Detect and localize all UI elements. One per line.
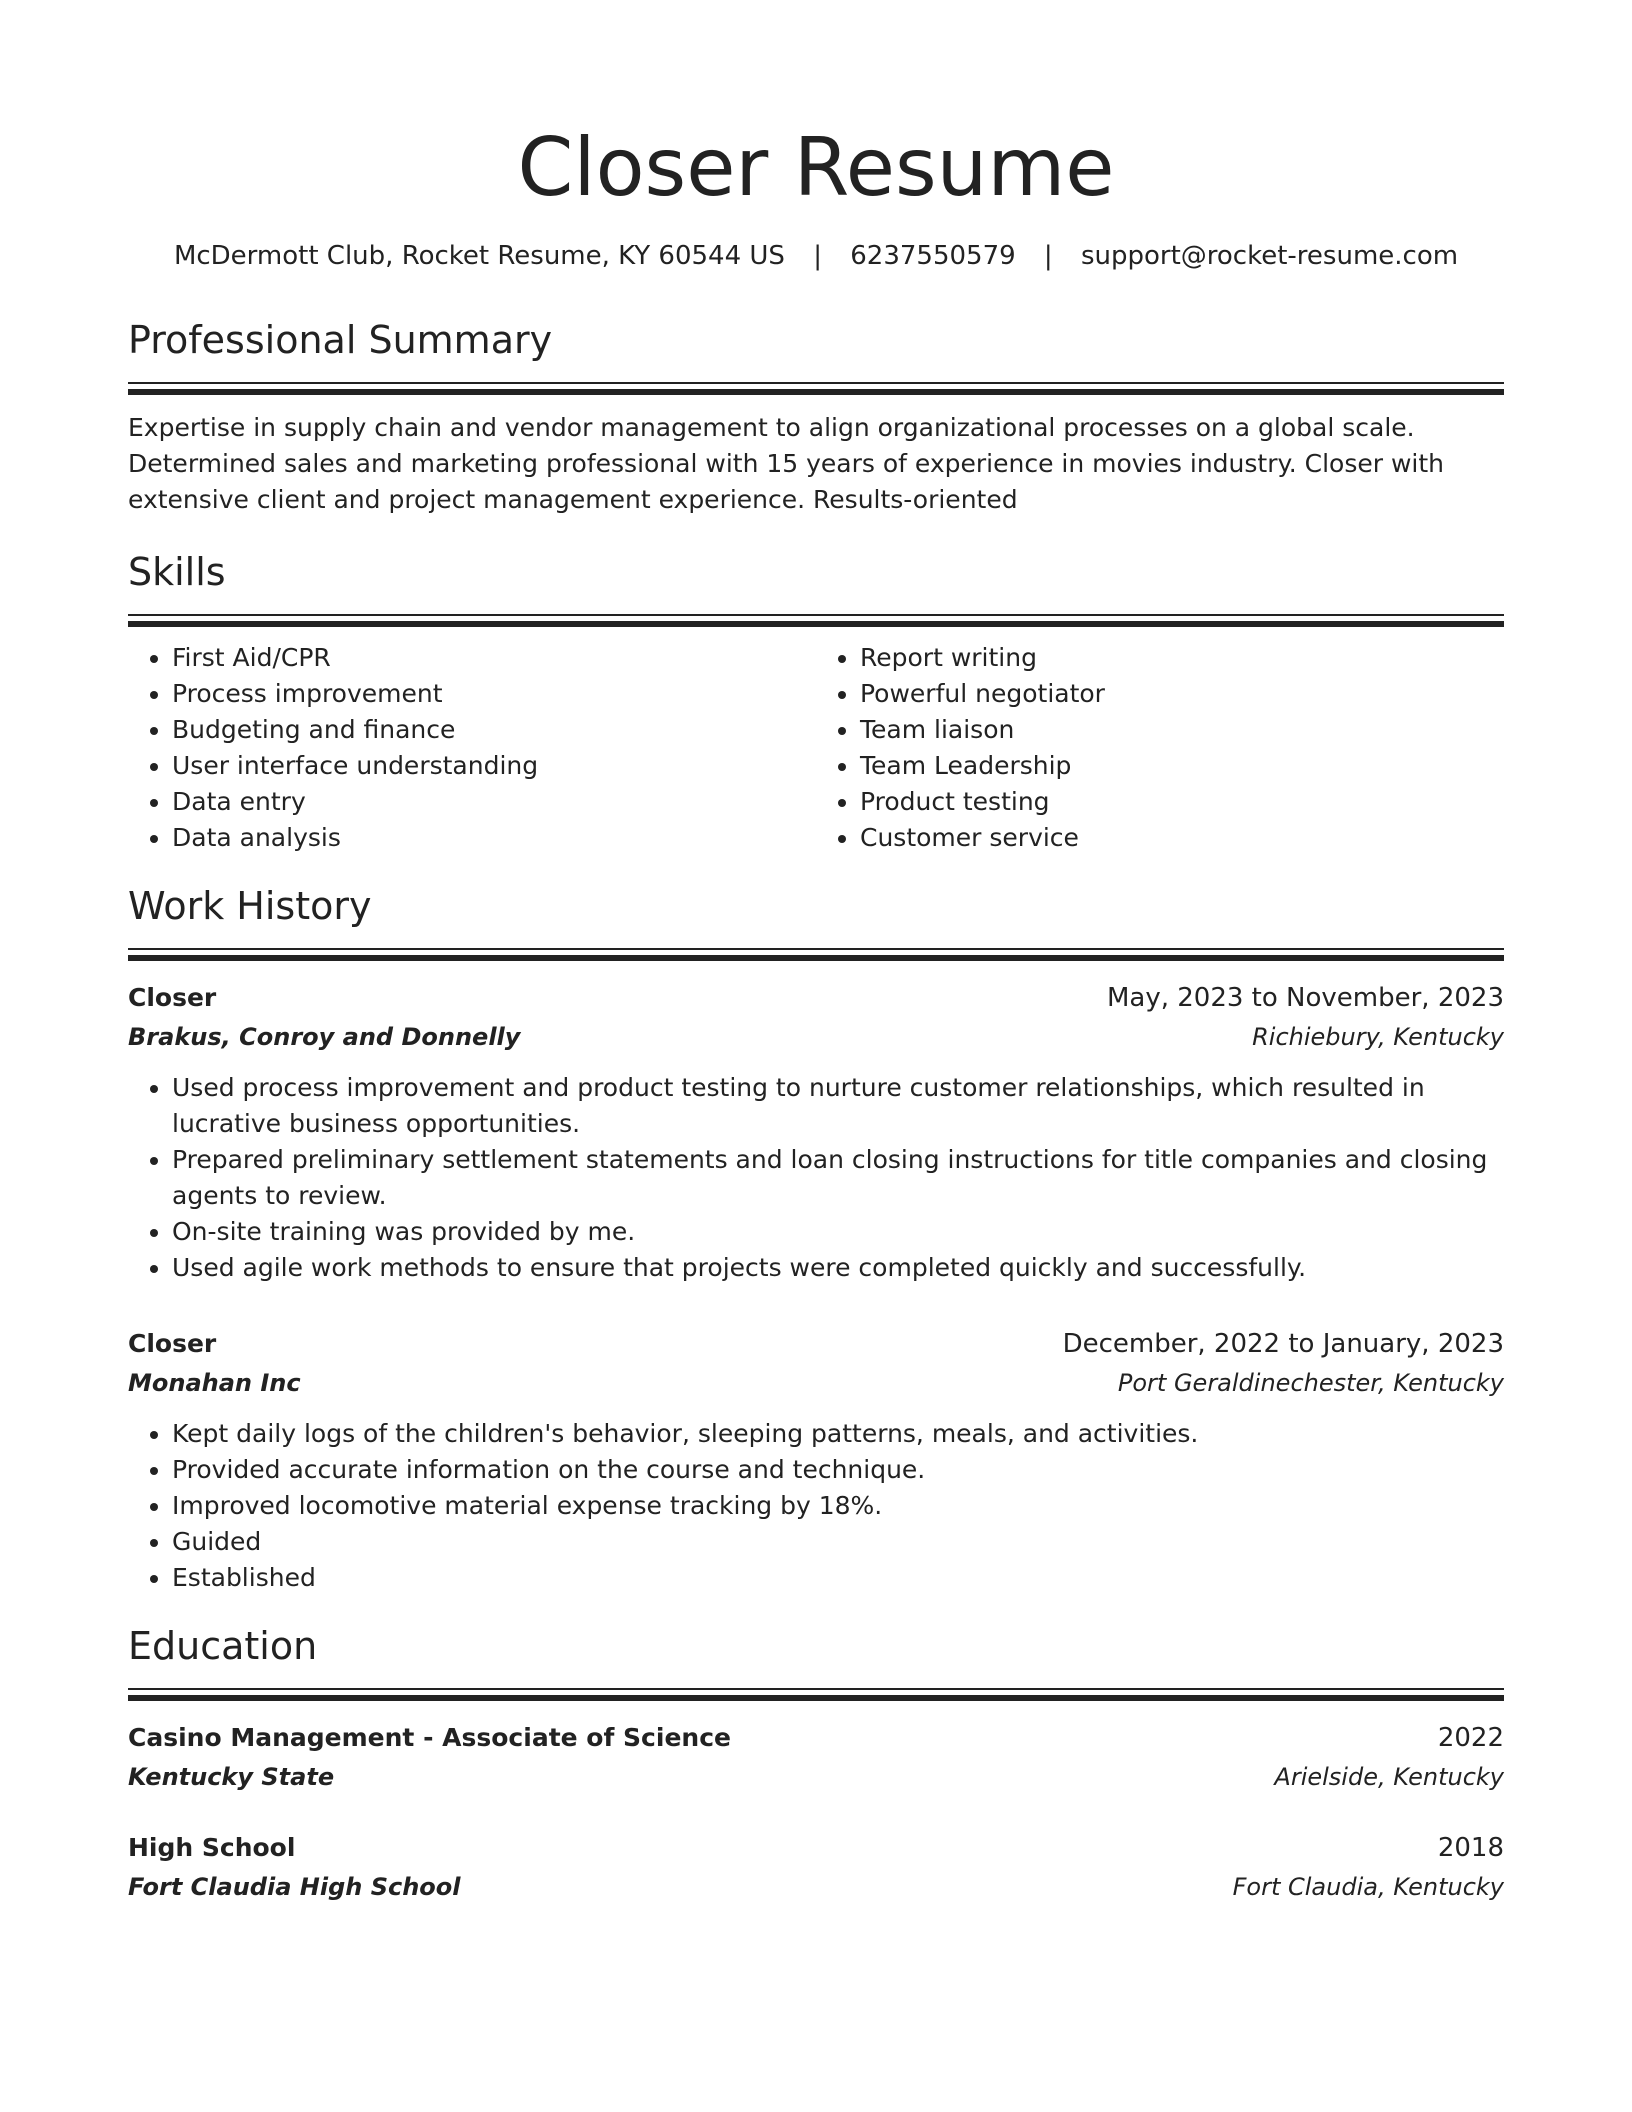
job-bullet: • Used process improvement and product testing to nurture customer relationships, which resulted in lucrative business opportunities.	[172, 1070, 1504, 1142]
education-degree: Casino Management - Associate of Science	[128, 1723, 731, 1752]
education-heading: Education	[128, 1624, 318, 1668]
job-company-row	[128, 1018, 1504, 1056]
job-bullet: • Provided accurate information on the course and technique.	[172, 1452, 1504, 1488]
job-dates: May, 2023 to November, 2023	[1106, 983, 1504, 1013]
job-location: Port Geraldinechester, Kentucky	[1117, 1369, 1504, 1397]
section-divider	[128, 1688, 1504, 1700]
education-year: 2022	[1437, 1723, 1504, 1753]
education-header-row	[128, 1828, 1504, 1868]
section-divider	[128, 948, 1504, 960]
job-header-row	[128, 1324, 1504, 1364]
skill-item: • Budgeting and finance	[172, 712, 816, 748]
skill-item: • First Aid/CPR	[172, 640, 816, 676]
education-degree: High School	[128, 1833, 296, 1862]
skill-item: • Team Leadership	[860, 748, 1504, 784]
contact-line	[128, 238, 1504, 274]
contact-email: support@rocket-resume.com	[1080, 241, 1459, 271]
summary-section	[128, 316, 1504, 518]
education-year: 2018	[1437, 1833, 1504, 1863]
skill-item: • Team liaison	[860, 712, 1504, 748]
job-bullet: • Established	[172, 1560, 1504, 1596]
skill-item: • Report writing	[860, 640, 1504, 676]
job-bullet: • Kept daily logs of the children's behavior, sleeping patterns, meals, and activities.	[172, 1416, 1504, 1452]
skill-item: • Process improvement	[172, 676, 816, 712]
job-company: Monahan Inc	[128, 1369, 301, 1397]
education-school-row	[128, 1868, 1504, 1906]
job-dates: December, 2022 to January, 2023	[1062, 1329, 1504, 1359]
job-bullet: • Guided	[172, 1524, 1504, 1560]
job-bullets	[128, 1070, 1504, 1286]
education-school: Kentucky State	[128, 1763, 335, 1791]
education-school-row	[128, 1758, 1504, 1796]
section-divider	[128, 614, 1504, 626]
skill-item: • User interface understanding	[172, 748, 816, 784]
education-entry	[128, 1718, 1504, 1796]
job-company-row	[128, 1364, 1504, 1402]
job-bullets	[128, 1416, 1504, 1596]
job-title: Closer	[128, 983, 217, 1012]
contact-phone: 6237550579	[850, 241, 1016, 271]
work-history-heading: Work History	[128, 884, 372, 928]
job-entry	[128, 978, 1504, 1286]
skill-item: • Customer service	[860, 820, 1504, 856]
education-header-row	[128, 1718, 1504, 1758]
skills-grid	[128, 640, 1504, 856]
job-bullet: • Prepared preliminary settlement statements and loan closing instructions for title companies and closing agents to review.	[172, 1142, 1504, 1214]
education-entry	[128, 1828, 1504, 1906]
resume-title: Closer Resume	[517, 121, 1115, 214]
job-bullet: • Used agile work methods to ensure that projects were completed quickly and successfully.	[172, 1250, 1504, 1286]
skills-section	[128, 548, 1504, 856]
contact-address: McDermott Club, Rocket Resume, KY 60544 US	[173, 241, 785, 271]
job-header-row	[128, 978, 1504, 1018]
skill-item: • Product testing	[860, 784, 1504, 820]
skill-item: • Data analysis	[172, 820, 816, 856]
education-section	[128, 1622, 1504, 1906]
education-location: Arielside, Kentucky	[1274, 1763, 1504, 1791]
job-bullet: • On-site training was provided by me.	[172, 1214, 1504, 1250]
education-location: Fort Claudia, Kentucky	[1232, 1873, 1504, 1901]
job-title: Closer	[128, 1329, 217, 1358]
job-entry	[128, 1324, 1504, 1596]
section-divider	[128, 382, 1504, 394]
job-company: Brakus, Conroy and Donnelly	[128, 1023, 521, 1051]
job-location: Richiebury, Kentucky	[1252, 1023, 1504, 1051]
contact-separator: |	[1043, 241, 1053, 271]
skill-item: • Data entry	[172, 784, 816, 820]
skills-column-right	[816, 640, 1504, 856]
work-history-section	[128, 882, 1504, 1596]
job-bullet: • Improved locomotive material expense tracking by 18%.	[172, 1488, 1504, 1524]
education-school: Fort Claudia High School	[128, 1873, 461, 1901]
skills-heading: Skills	[128, 550, 226, 594]
skill-item: • Powerful negotiator	[860, 676, 1504, 712]
skills-column-left	[128, 640, 816, 856]
summary-heading: Professional Summary	[128, 318, 553, 362]
summary-text: Expertise in supply chain and vendor management to align organizational processes on a global scale. Determined sales and marketing professional with 15 years of experience in movies industry. Closer with extensive client and project management experience. Results-oriented	[128, 413, 1444, 514]
contact-separator: |	[813, 241, 822, 271]
